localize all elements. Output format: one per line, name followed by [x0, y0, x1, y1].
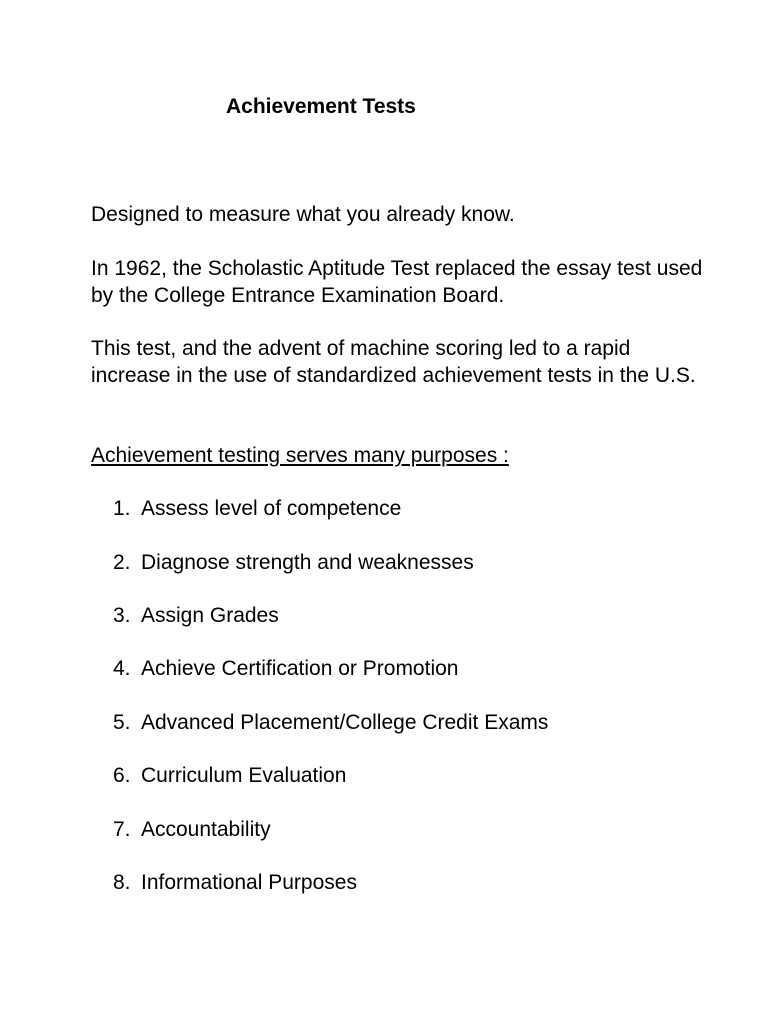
list-item-text: Assign Grades: [141, 604, 279, 627]
list-item-number: 8.: [113, 871, 131, 894]
list-item-number: 4.: [113, 657, 131, 680]
list-item: [113, 816, 271, 843]
list-item-text: Achieve Certification or Promotion: [141, 657, 459, 680]
list-item-text: Curriculum Evaluation: [141, 764, 347, 787]
list-item-number: 2.: [113, 551, 131, 574]
list-item-number: 5.: [113, 711, 131, 734]
history-paragraph: In 1962, the Scholastic Aptitude Test replaced the essay test used by the College Entrance Examination Board.: [91, 257, 703, 307]
machine-scoring-paragraph: This test, and the advent of machine scoring led to a rapid increase in the use of standardized achievement tests in the U.S.: [91, 337, 696, 387]
list-item: [113, 709, 548, 736]
intro-paragraph: Designed to measure what you already know.: [91, 203, 515, 226]
list-item-text: Diagnose strength and weaknesses: [141, 551, 474, 574]
list-item-number: 1.: [113, 497, 131, 520]
list-item: [113, 869, 357, 896]
list-item-text: Advanced Placement/College Credit Exams: [141, 711, 549, 734]
purposes-heading: Achievement testing serves many purposes :: [91, 444, 509, 467]
list-item-number: 7.: [113, 818, 131, 841]
list-item-text: Assess level of competence: [141, 497, 402, 520]
page-title: Achievement Tests: [226, 95, 416, 118]
list-item: [113, 549, 474, 576]
list-item: [113, 495, 401, 522]
list-item-number: 3.: [113, 604, 131, 627]
list-item-text: Accountability: [141, 818, 271, 841]
list-item-text: Informational Purposes: [141, 871, 357, 894]
list-item: [113, 762, 346, 789]
list-item: [113, 655, 458, 682]
list-item: [113, 602, 279, 629]
list-item-number: 6.: [113, 764, 131, 787]
